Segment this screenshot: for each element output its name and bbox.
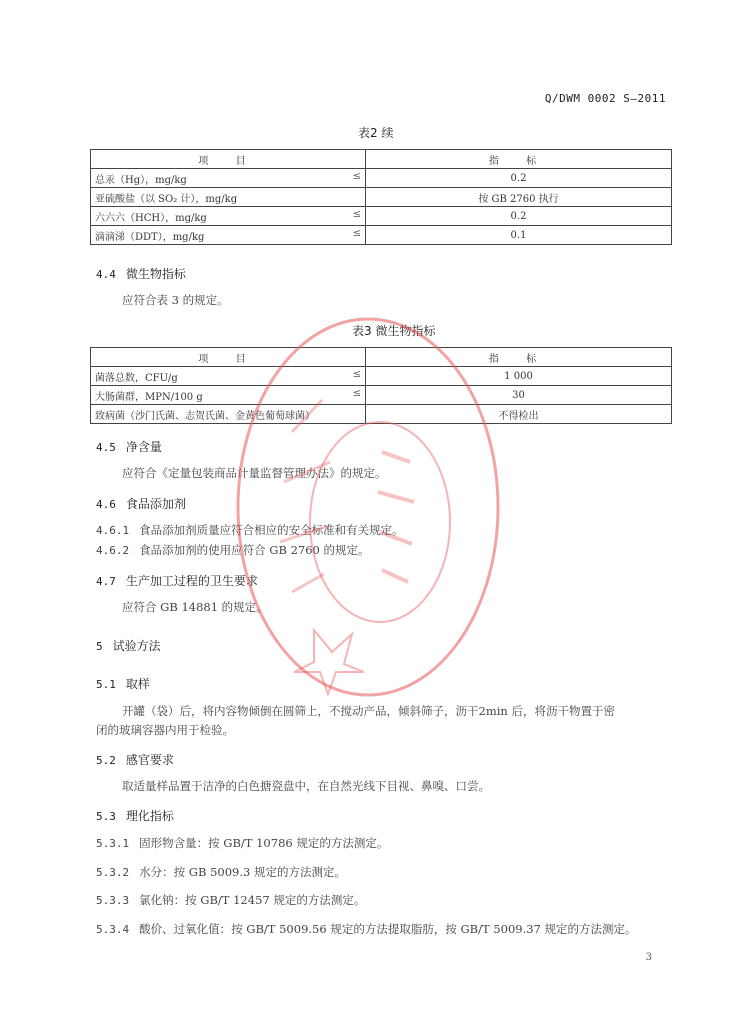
section-5-2-heading: 5.2 感官要求 (96, 753, 174, 767)
table2-caption: 表2 续 (358, 126, 394, 140)
row-sym: ≤ (352, 387, 361, 399)
table3 (90, 347, 672, 424)
row-value: 0.2 (366, 169, 672, 188)
table-row (91, 226, 672, 245)
section-4-6-2: 4.6.2 食品添加剂的使用应符合 GB 2760 的规定。 (96, 543, 370, 557)
row-item: 致病菌（沙门氏菌、志贺氏菌、金黄色葡萄球菌） (95, 410, 315, 422)
row-value: 0.1 (366, 226, 672, 245)
section-5-1-text-line1: 开罐（袋）后，将内容物倾倒在圆筛上，不搅动产品，倾斜筛子，沥干2min 后，将沥干物置于密 (122, 704, 615, 718)
table-row (91, 405, 672, 424)
section-5-3-3: 5.3.3 氯化钠：按 GB/T 12457 规定的方法测定。 (96, 893, 366, 907)
row-sym: ≤ (352, 227, 361, 239)
header-item: 项 目 (91, 348, 366, 367)
section-4-4-text: 应符合表 3 的规定。 (122, 293, 229, 307)
header-value: 指 标 (366, 150, 672, 169)
header-value: 指 标 (366, 348, 672, 367)
section-5-3-heading: 5.3 理化指标 (96, 809, 174, 823)
header-item: 项 目 (91, 150, 366, 169)
table2 (90, 149, 672, 245)
row-sym: ≤ (352, 170, 361, 182)
section-4-6-heading: 4.6 食品添加剂 (96, 497, 186, 511)
section-5-2-text: 取适量样品置于洁净的白色搪瓷盘中，在自然光线下目视、鼻嗅、口尝。 (122, 779, 490, 793)
page-number: 3 (645, 952, 652, 963)
section-5-3-2: 5.3.2 水分：按 GB 5009.3 规定的方法测定。 (96, 865, 346, 879)
row-value: 1 000 (366, 367, 672, 386)
table3-caption: 表3 微生物指标 (352, 324, 436, 338)
section-5-heading: 5 试验方法 (96, 639, 161, 653)
row-item: 六六六（HCH），mg/kg (95, 212, 207, 224)
table-row (91, 207, 672, 226)
row-item: 滴滴涕（DDT），mg/kg (95, 231, 205, 243)
row-value: 按 GB 2760 执行 (366, 188, 672, 207)
seal-glyph-marks (280, 400, 330, 592)
table-row (91, 386, 672, 405)
table-row (91, 169, 672, 188)
section-5-3-1: 5.3.1 固形物含量：按 GB/T 10786 规定的方法测定。 (96, 836, 389, 850)
table-header-row (91, 150, 672, 169)
section-4-5-text: 应符合《定量包装商品计量监督管理办法》的规定。 (122, 466, 387, 480)
row-value: 30 (366, 386, 672, 405)
seal-star-icon (294, 630, 364, 694)
row-sym: ≤ (352, 368, 361, 380)
section-5-1-text-line2: 闭的玻璃容器内用于检验。 (96, 723, 234, 737)
row-value: 不得检出 (366, 405, 672, 424)
row-value: 0.2 (366, 207, 672, 226)
section-5-1-heading: 5.1 取样 (96, 677, 150, 691)
table-header-row (91, 348, 672, 367)
section-4-7-text: 应符合 GB 14881 的规定。 (122, 600, 268, 614)
section-4-5-heading: 4.5 净含量 (96, 440, 162, 454)
section-5-3-4: 5.3.4 酸价、过氧化值：按 GB/T 5009.56 规定的方法提取脂肪，按 GB/T 5009.37 规定的方法测定。 (96, 922, 637, 936)
standard-code: Q/DWM 0002 S—2011 (544, 92, 666, 105)
row-item: 大肠菌群，MPN/100 g (95, 391, 203, 403)
table-row (91, 367, 672, 386)
section-4-7-heading: 4.7 生产加工过程的卫生要求 (96, 574, 258, 588)
section-4-6-1: 4.6.1 食品添加剂质量应符合相应的安全标准和有关规定。 (96, 523, 404, 537)
table-row (91, 188, 672, 207)
row-item: 亚硫酸盐（以 SO₂ 计），mg/kg (95, 193, 238, 205)
row-item: 菌落总数，CFU/g (95, 372, 178, 384)
row-item: 总汞（Hg），mg/kg (95, 174, 187, 186)
row-sym: ≤ (352, 208, 361, 220)
section-4-4-heading: 4.4 微生物指标 (96, 267, 186, 281)
